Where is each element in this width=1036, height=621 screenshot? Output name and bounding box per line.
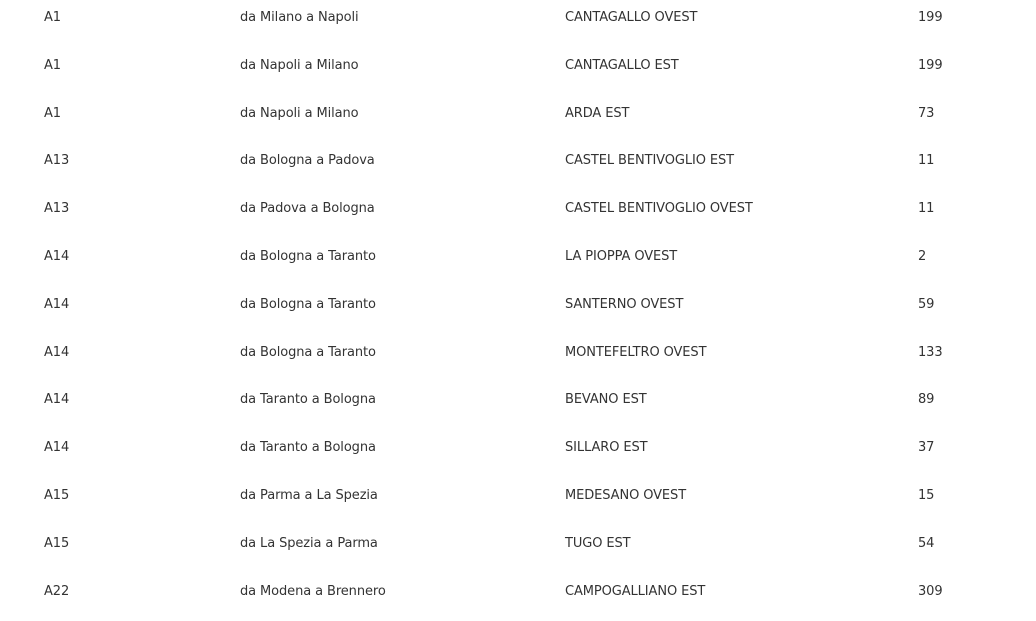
direction-cell: da Padova a Bologna bbox=[240, 201, 375, 217]
table-row bbox=[0, 0, 1036, 48]
table-row bbox=[0, 48, 1036, 96]
road-cell: A14 bbox=[44, 296, 70, 312]
direction-cell: da Bologna a Padova bbox=[240, 153, 375, 169]
table-row bbox=[0, 239, 1036, 287]
station-cell: SANTERNO OVEST bbox=[565, 296, 684, 312]
direction-cell: da Bologna a Taranto bbox=[240, 296, 376, 312]
road-cell: A1 bbox=[44, 57, 61, 73]
km-cell: 199 bbox=[918, 57, 943, 73]
station-cell: ARDA EST bbox=[565, 105, 630, 121]
direction-cell: da Parma a La Spezia bbox=[240, 487, 378, 503]
station-cell: MEDESANO OVEST bbox=[565, 487, 687, 503]
table-row bbox=[0, 335, 1036, 383]
table-row bbox=[0, 382, 1036, 430]
road-cell: A13 bbox=[44, 201, 70, 217]
road-cell: A14 bbox=[44, 392, 70, 408]
road-cell: A13 bbox=[44, 153, 70, 169]
direction-cell: da Bologna a Taranto bbox=[240, 344, 376, 360]
direction-cell: da Taranto a Bologna bbox=[240, 440, 376, 456]
road-cell: A14 bbox=[44, 344, 70, 360]
km-cell: 2 bbox=[918, 248, 927, 264]
station-cell: MONTEFELTRO OVEST bbox=[565, 344, 707, 360]
road-cell: A1 bbox=[44, 105, 61, 121]
direction-cell: da Taranto a Bologna bbox=[240, 392, 376, 408]
km-cell: 11 bbox=[918, 153, 935, 169]
km-cell: 89 bbox=[918, 392, 935, 408]
station-cell: BEVANO EST bbox=[565, 392, 647, 408]
table-row bbox=[0, 574, 1036, 621]
direction-cell: da Modena a Brennero bbox=[240, 583, 386, 599]
direction-cell: da Bologna a Taranto bbox=[240, 248, 376, 264]
km-cell: 73 bbox=[918, 105, 935, 121]
station-cell: CANTAGALLO OVEST bbox=[565, 10, 698, 25]
station-cell: CANTAGALLO EST bbox=[565, 57, 679, 73]
road-cell: A15 bbox=[44, 535, 70, 551]
km-cell: 59 bbox=[918, 296, 935, 312]
km-cell: 15 bbox=[918, 487, 935, 503]
direction-cell: da Napoli a Milano bbox=[240, 105, 359, 121]
table-row bbox=[0, 96, 1036, 144]
road-cell: A22 bbox=[44, 583, 70, 599]
station-cell: LA PIOPPA OVEST bbox=[565, 248, 678, 264]
road-cell: A14 bbox=[44, 248, 70, 264]
direction-cell: da Napoli a Milano bbox=[240, 57, 359, 73]
table-row bbox=[0, 287, 1036, 335]
station-cell: CASTEL BENTIVOGLIO EST bbox=[565, 153, 735, 169]
table-row bbox=[0, 478, 1036, 526]
table-row bbox=[0, 191, 1036, 239]
station-cell: SILLARO EST bbox=[565, 440, 648, 456]
station-cell: CAMPOGALLIANO EST bbox=[565, 583, 706, 599]
km-cell: 54 bbox=[918, 535, 935, 551]
road-cell: A15 bbox=[44, 487, 70, 503]
km-cell: 37 bbox=[918, 440, 935, 456]
station-cell: TUGO EST bbox=[565, 535, 631, 551]
km-cell: 133 bbox=[918, 344, 943, 360]
road-cell: A14 bbox=[44, 440, 70, 456]
km-cell: 309 bbox=[918, 583, 943, 599]
road-cell: A1 bbox=[44, 10, 61, 25]
table-row bbox=[0, 143, 1036, 191]
km-cell: 199 bbox=[918, 10, 943, 25]
direction-cell: da La Spezia a Parma bbox=[240, 535, 378, 551]
table-row bbox=[0, 526, 1036, 574]
station-cell: CASTEL BENTIVOGLIO OVEST bbox=[565, 201, 753, 217]
km-cell: 11 bbox=[918, 201, 935, 217]
table-row bbox=[0, 430, 1036, 478]
direction-cell: da Milano a Napoli bbox=[240, 10, 359, 25]
